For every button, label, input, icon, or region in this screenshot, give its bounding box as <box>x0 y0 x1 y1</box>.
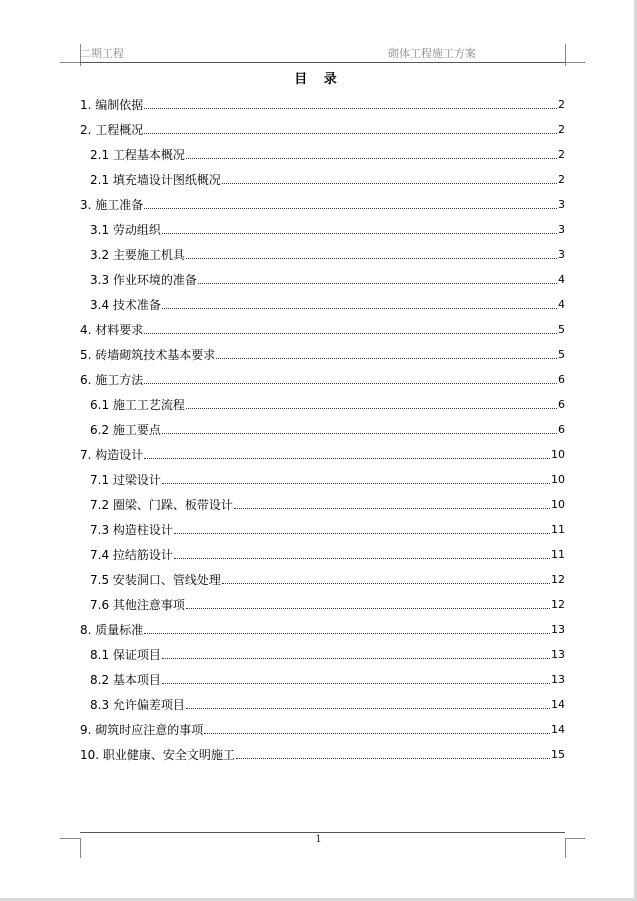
toc-leader-dots <box>204 725 550 734</box>
toc-entry-page: 10 <box>551 498 565 511</box>
toc-entry-page: 13 <box>551 648 565 661</box>
toc-entry[interactable] <box>80 142 565 167</box>
toc-entry-page: 6 <box>558 398 565 411</box>
toc-entry-page: 15 <box>551 748 565 761</box>
toc-entry-page: 2 <box>558 123 565 136</box>
toc-leader-dots <box>162 650 550 659</box>
toc-entry-label: 10. 职业健康、安全文明施工 <box>80 748 235 762</box>
toc-entry-label: 7. 构造设计 <box>80 448 144 462</box>
toc-leader-dots <box>236 750 550 759</box>
toc-leader-dots <box>174 525 550 534</box>
toc-entry[interactable] <box>80 392 565 417</box>
toc-entry[interactable] <box>80 442 565 467</box>
toc-entry-label: 3. 施工准备 <box>80 198 144 212</box>
toc-entry-label: 3.2 主要施工机具 <box>90 248 185 262</box>
toc-entry-page: 2 <box>558 173 565 186</box>
toc-entry[interactable] <box>80 492 565 517</box>
toc-entry-page: 6 <box>558 373 565 386</box>
toc-entry-label: 5. 砖墙砌筑技术基本要求 <box>80 348 216 362</box>
toc-entry-page: 11 <box>551 548 565 561</box>
toc-entry-page: 10 <box>551 473 565 486</box>
toc-leader-dots <box>162 675 550 684</box>
toc-entry-label: 7.1 过梁设计 <box>90 473 161 487</box>
toc-entry[interactable] <box>80 692 565 717</box>
toc-entry-label: 3.1 劳动组织 <box>90 223 161 237</box>
toc-leader-dots <box>162 425 557 434</box>
toc-entry-page: 5 <box>558 323 565 336</box>
toc-entry-label: 8. 质量标准 <box>80 623 144 637</box>
toc-leader-dots <box>186 250 557 259</box>
header-project-name: 二期工程 <box>80 47 124 60</box>
toc-leader-dots <box>174 550 550 559</box>
toc-entry[interactable] <box>80 317 565 342</box>
table-of-contents <box>80 92 565 767</box>
toc-entry-label: 2.1 填充墙设计图纸概况 <box>90 173 221 187</box>
toc-leader-dots <box>186 150 557 159</box>
crop-mark-top-right-h <box>565 62 585 63</box>
toc-entry-page: 14 <box>551 698 565 711</box>
toc-entry-label: 8.2 基本项目 <box>90 673 161 687</box>
toc-entry[interactable] <box>80 617 565 642</box>
toc-entry[interactable] <box>80 267 565 292</box>
footer-rule <box>80 832 565 833</box>
toc-entry[interactable] <box>80 742 565 767</box>
toc-entry-label: 6.1 施工工艺流程 <box>90 398 185 412</box>
toc-entry-label: 7.4 拉结筋设计 <box>90 548 173 562</box>
toc-entry-page: 3 <box>558 198 565 211</box>
toc-title: 目 录 <box>294 72 343 87</box>
toc-entry-page: 3 <box>558 248 565 261</box>
toc-entry-label: 9. 砌筑时应注意的事项 <box>80 723 204 737</box>
toc-entry-page: 12 <box>551 598 565 611</box>
toc-leader-dots <box>162 475 550 484</box>
toc-entry[interactable] <box>80 567 565 592</box>
toc-entry-label: 7.3 构造柱设计 <box>90 523 173 537</box>
toc-entry-label: 8.1 保证项目 <box>90 648 161 662</box>
toc-leader-dots <box>162 300 557 309</box>
toc-entry-page: 13 <box>551 673 565 686</box>
toc-entry-page: 13 <box>551 623 565 636</box>
toc-entry-page: 4 <box>558 273 565 286</box>
toc-entry-label: 1. 编制依据 <box>80 98 144 112</box>
toc-entry-page: 10 <box>551 448 565 461</box>
toc-leader-dots <box>222 575 550 584</box>
toc-entry-label: 6.2 施工要点 <box>90 423 161 437</box>
toc-entry[interactable] <box>80 717 565 742</box>
toc-leader-dots <box>186 700 550 709</box>
toc-entry-label: 7.2 圈梁、门跺、板带设计 <box>90 498 233 512</box>
toc-entry-page: 2 <box>558 98 565 111</box>
toc-entry[interactable] <box>80 467 565 492</box>
toc-entry[interactable] <box>80 117 565 142</box>
toc-leader-dots <box>198 275 557 284</box>
toc-leader-dots <box>222 175 557 184</box>
toc-entry-label: 3.4 技术准备 <box>90 298 161 312</box>
toc-entry[interactable] <box>80 417 565 442</box>
toc-entry[interactable] <box>80 292 565 317</box>
toc-entry-page: 5 <box>558 348 565 361</box>
toc-entry[interactable] <box>80 642 565 667</box>
toc-entry-label: 3.3 作业环境的准备 <box>90 273 197 287</box>
toc-entry-page: 14 <box>551 723 565 736</box>
toc-leader-dots <box>234 500 550 509</box>
toc-leader-dots <box>144 375 557 384</box>
toc-entry[interactable] <box>80 342 565 367</box>
toc-entry[interactable] <box>80 192 565 217</box>
toc-entry[interactable] <box>80 167 565 192</box>
toc-entry[interactable] <box>80 242 565 267</box>
toc-leader-dots <box>144 100 557 109</box>
toc-entry-label: 2. 工程概况 <box>80 123 144 137</box>
toc-leader-dots <box>144 125 557 134</box>
footer-page-number: 1 <box>315 834 322 845</box>
toc-entry-label: 7.5 安装洞口、管线处理 <box>90 573 221 587</box>
toc-leader-dots <box>216 350 557 359</box>
toc-entry[interactable] <box>80 542 565 567</box>
toc-entry[interactable] <box>80 667 565 692</box>
crop-mark-top-left-h <box>60 62 80 63</box>
toc-entry-label: 8.3 允许偏差项目 <box>90 698 185 712</box>
toc-entry-page: 4 <box>558 298 565 311</box>
toc-entry-page: 12 <box>551 573 565 586</box>
toc-leader-dots <box>144 625 550 634</box>
toc-leader-dots <box>186 400 557 409</box>
toc-entry[interactable] <box>80 592 565 617</box>
toc-entry[interactable] <box>80 217 565 242</box>
toc-entry-label: 7.6 其他注意事项 <box>90 598 185 612</box>
toc-leader-dots <box>162 225 557 234</box>
toc-entry[interactable] <box>80 92 565 117</box>
toc-entry-page: 3 <box>558 223 565 236</box>
toc-entry-page: 11 <box>551 523 565 536</box>
toc-entry-label: 6. 施工方法 <box>80 373 144 387</box>
toc-entry[interactable] <box>80 517 565 542</box>
header-document-title: 砌体工程施工方案 <box>388 47 476 60</box>
toc-entry[interactable] <box>80 367 565 392</box>
toc-entry-label: 4. 材料要求 <box>80 323 144 337</box>
toc-leader-dots <box>186 600 550 609</box>
toc-entry-label: 2.1 工程基本概况 <box>90 148 185 162</box>
toc-leader-dots <box>144 325 557 334</box>
toc-entry-page: 2 <box>558 148 565 161</box>
toc-leader-dots <box>144 450 550 459</box>
toc-entry-page: 6 <box>558 423 565 436</box>
toc-leader-dots <box>144 200 557 209</box>
header-rule <box>80 62 565 63</box>
